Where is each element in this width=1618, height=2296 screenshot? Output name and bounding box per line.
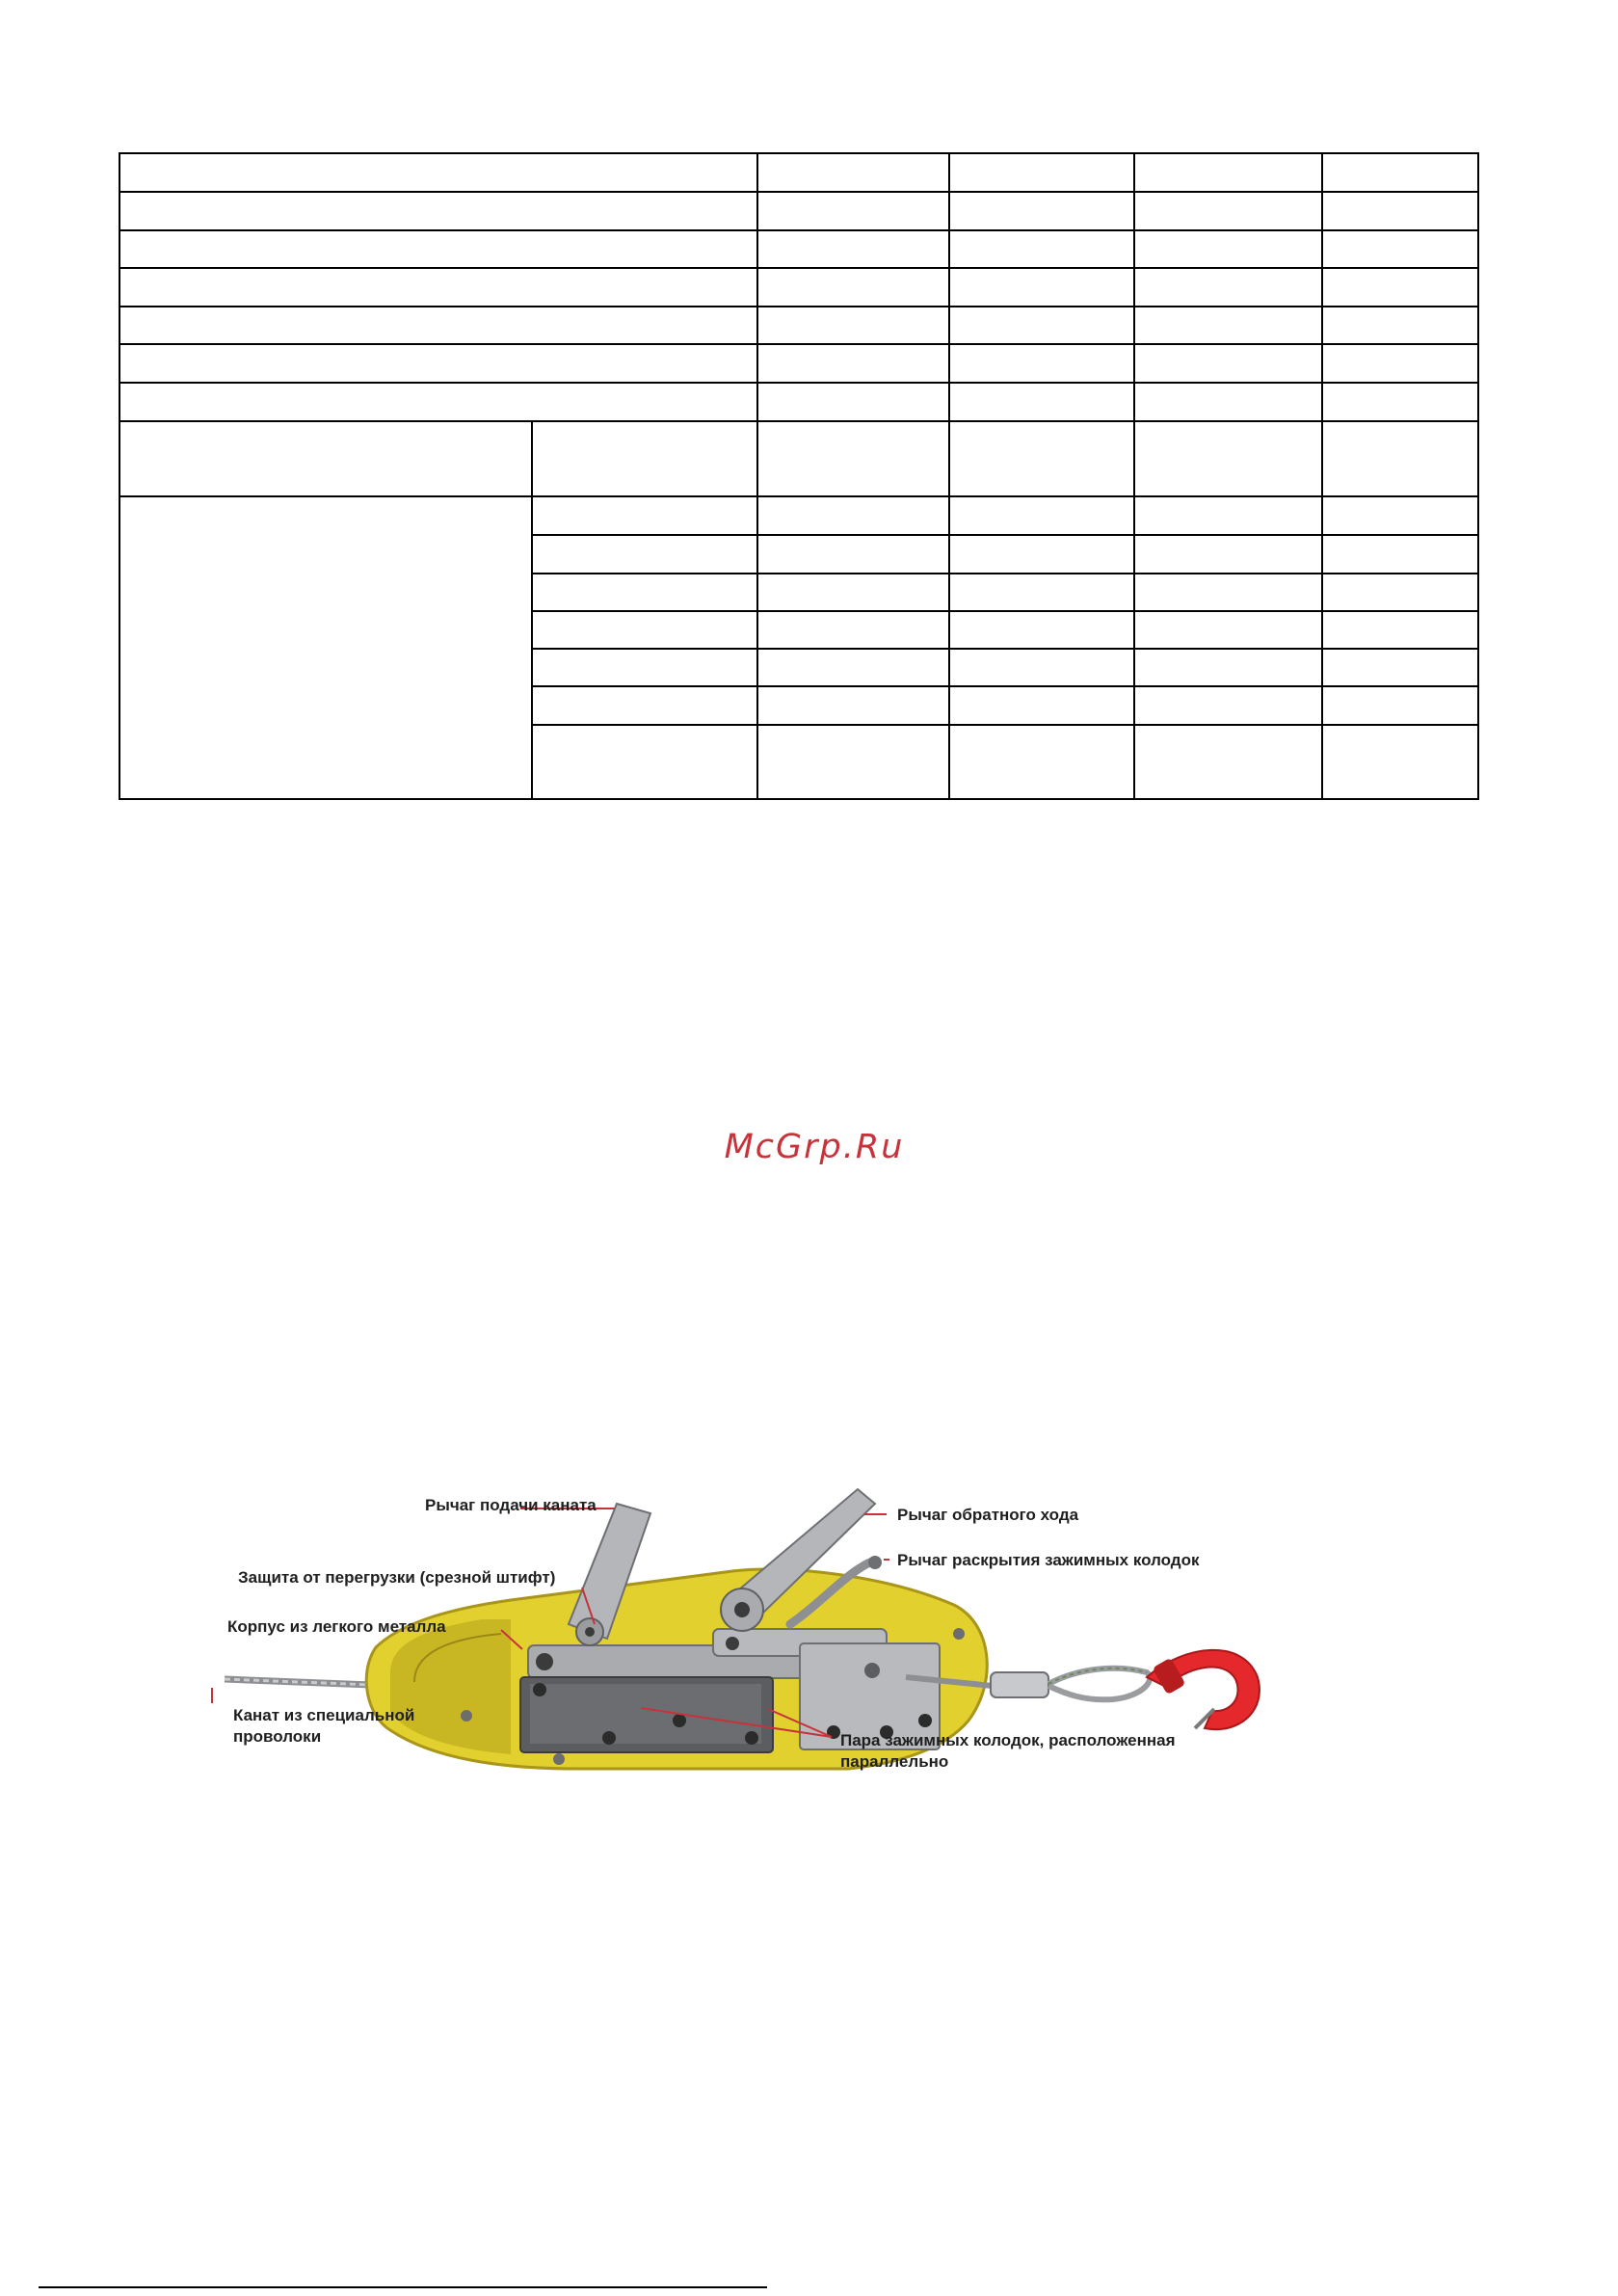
label-reverse-lever: Рычаг обратного хода	[897, 1506, 1079, 1524]
table-cell	[119, 420, 531, 495]
winch-diagram	[193, 1480, 1291, 1904]
table-row-divider	[531, 534, 1479, 536]
label-rope-line2: проволоки	[233, 1727, 322, 1746]
spec-table	[119, 152, 1479, 800]
table-row-divider	[531, 724, 1479, 726]
table-row-divider	[119, 343, 1479, 345]
hook-icon	[1147, 1650, 1260, 1729]
label-jaw-release-lever: Рычаг раскрытия зажимных колодок	[897, 1551, 1200, 1569]
table-column-divider	[756, 152, 758, 800]
table-row-divider	[119, 267, 1479, 269]
table-row-divider	[119, 229, 1479, 231]
label-rope-line1: Канат из специальной	[233, 1706, 415, 1724]
table-row-divider	[531, 610, 1479, 612]
table-cell	[119, 495, 531, 800]
table-row-divider	[119, 191, 1479, 193]
table-row-divider	[531, 648, 1479, 650]
table-row-divider	[531, 685, 1479, 687]
table-column-divider	[1321, 152, 1323, 800]
table-row-divider	[119, 306, 1479, 307]
table-column-divider	[1133, 152, 1135, 800]
footer-rule	[39, 2286, 767, 2288]
table-row-divider	[531, 573, 1479, 574]
table-cell	[119, 152, 756, 191]
label-jaws-line1: Пара зажимных колодок, расположенная	[840, 1731, 1176, 1749]
label-overload-protection: Защита от перегрузки (срезной штифт)	[238, 1568, 556, 1587]
table-column-divider	[531, 420, 533, 800]
label-jaws-line2: параллельно	[840, 1752, 949, 1771]
winch-illustration	[193, 1480, 1291, 1904]
label-feed-lever: Рычаг подачи каната	[425, 1496, 597, 1514]
table-row-divider	[119, 382, 1479, 384]
table-column-divider	[948, 152, 950, 800]
label-body: Корпус из легкого металла	[227, 1617, 446, 1636]
left-jaw-block-icon	[520, 1677, 773, 1752]
watermark: McGrp.Ru	[724, 1128, 905, 1166]
